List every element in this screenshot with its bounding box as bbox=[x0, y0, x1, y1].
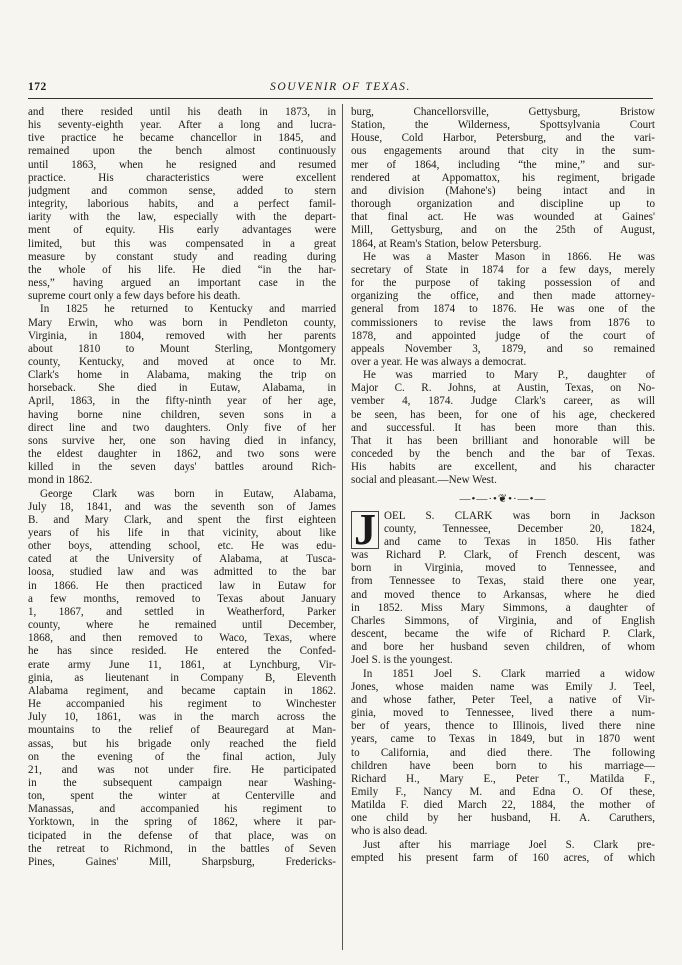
text-line: county, Kentucky, and moved at once to Mr. bbox=[28, 355, 336, 368]
text-line: and whose father, Peter Teel, a native of Vir- bbox=[351, 693, 655, 706]
text-line: descent, became the wife of Richard P. Clark, bbox=[351, 628, 655, 641]
text-line: Major C. R. Johns, at Austin, Texas, on No- bbox=[351, 382, 655, 395]
text-line: in 1852. Miss Mary Simmons, a daughter of bbox=[351, 601, 655, 614]
text-line: social and pleasant.—New West. bbox=[351, 474, 497, 487]
text-line: born in Virginia, moved to Tennessee, and bbox=[351, 562, 655, 575]
text-line: April, 1863, in the fifty-ninth year of her age, bbox=[28, 395, 336, 408]
text-line: 1, 1867, and settled in Weatherford, Parker bbox=[28, 605, 336, 618]
text-line: assas, but his brigade only reached the field bbox=[28, 737, 336, 750]
text-line: Virginia, in 1804, removed with her parents bbox=[28, 329, 336, 342]
text-line: over a year. He was always a democrat. bbox=[351, 355, 527, 368]
header-rule bbox=[28, 98, 653, 99]
text-line: loosa, studied law and was admitted to the bar bbox=[28, 566, 336, 579]
right-column bbox=[351, 106, 655, 865]
text-line: and came to Texas in 1850. His father bbox=[384, 536, 655, 548]
text-line: Clark's home in Alabama, making the trip on bbox=[28, 369, 336, 382]
text-line: thorough organization and discipline up to bbox=[351, 198, 655, 211]
page-number: 172 bbox=[28, 81, 47, 93]
text-line: the retreat to Richmond, in the battles of Seven bbox=[28, 842, 336, 855]
text-line: His habits are excellent, and his character bbox=[351, 461, 655, 474]
text-line: In 1851 Joel S. Clark married a widow bbox=[363, 667, 655, 680]
text-line: empted his present farm of 160 acres, of which bbox=[351, 851, 655, 864]
text-line: 21, and was not under fire. He participated bbox=[28, 763, 336, 776]
text-line: Richard H., Mary E., Peter T., Matilda F., bbox=[351, 772, 655, 785]
text-line: B. and Mary Clark, and spent the first eighteen bbox=[28, 513, 336, 526]
text-line: was Richard P. Clark, of French descent, was bbox=[351, 549, 655, 562]
text-line: practice. His characteristics were excellent bbox=[28, 171, 336, 184]
text-line: Manassas, and accompanied his regiment to bbox=[28, 803, 336, 816]
text-line: until 1863, when he resigned and resumed bbox=[28, 158, 336, 171]
column-divider bbox=[342, 104, 343, 950]
text-line: and moved thence to Arkansas, where he died bbox=[351, 588, 655, 601]
text-line: for the purpose of taking possession of and bbox=[351, 277, 655, 290]
text-line: that final act. He was wounded at Gaines' bbox=[351, 211, 655, 224]
text-line: mountains to the relief of Beauregard at Man- bbox=[28, 724, 336, 737]
text-line: county, where he remained until December, bbox=[28, 619, 336, 632]
text-line: Just after his marriage Joel S. Clark pre- bbox=[363, 838, 655, 851]
text-line: He accompanied his regiment to Winchester bbox=[28, 698, 336, 711]
text-line: Yorktown, in the spring of 1862, where it par- bbox=[28, 816, 336, 829]
text-line: OEL S. CLARK was born in Jackson bbox=[384, 509, 655, 522]
text-line: commissioners to revise the laws from 1876 to bbox=[351, 316, 655, 329]
text-line: 1864, at Ream's Station, below Petersburg. bbox=[351, 237, 542, 250]
text-line: That it has been brilliant and honorable will be bbox=[351, 434, 655, 447]
text-line: Mill, Gettysburg, and on the 25th of August, bbox=[351, 224, 655, 237]
text-line: mer of 1864, including “the mine,” and sur- bbox=[351, 158, 655, 171]
text-line: Matilda F. died March 22, 1884, the mother of bbox=[351, 799, 655, 812]
text-line: the eldest daughter in 1862, and two sons were bbox=[28, 448, 336, 461]
text-line: ginia, as lieutenant in Company B, Eleventh bbox=[28, 671, 336, 684]
text-line: He was married to Mary P., daughter of bbox=[363, 369, 655, 382]
text-line: ginia, moved to Tennessee, lived there a num- bbox=[351, 707, 655, 720]
text-line: horseback. She died in Eutaw, Alabama, in bbox=[28, 382, 336, 395]
text-line: and bore her husband seven children, of whom bbox=[351, 641, 655, 654]
text-line: conceded by the bench and the bar of Texas. bbox=[351, 448, 655, 461]
text-line: ment of equity. His early advantages were bbox=[28, 224, 336, 237]
text-line: ber of years, thence to Illinois, lived there nine bbox=[351, 720, 655, 733]
text-line: and successful. It has been more than this. bbox=[351, 421, 655, 434]
text-line: ness,” having argued an important case in the bbox=[28, 277, 336, 290]
text-line: George Clark was born in Eutaw, Alabama, bbox=[40, 487, 336, 500]
text-line: limited, but this was compensated in a great bbox=[28, 237, 336, 250]
text-line: who is also dead. bbox=[351, 825, 428, 838]
text-line: vember 4, 1874. Judge Clark's career, as will bbox=[351, 395, 655, 408]
text-line: killed in the seven days' battles around Rich- bbox=[28, 461, 336, 474]
text-line: to California, and died there. The following bbox=[351, 746, 655, 759]
text-line: about 1810 to Mount Sterling, Montgomery bbox=[28, 342, 336, 355]
text-line: on the evening of the final action, July bbox=[28, 750, 336, 763]
text-line: House, Cold Harbor, Petersburg, and the vari- bbox=[351, 132, 655, 145]
text-line: Joel S. is the youngest. bbox=[351, 654, 453, 667]
text-line: mond in 1862. bbox=[28, 474, 93, 487]
text-line: and division (Mahone's) being intact and in bbox=[351, 184, 655, 197]
text-line: burg, Chancellorsville, Gettysburg, Bristow bbox=[351, 106, 655, 118]
text-line: other boys, attending school, etc. He was edu- bbox=[28, 540, 336, 553]
text-line: a few months, removed to Texas about January bbox=[28, 592, 336, 605]
text-line: erate army June 11, 1861, at Lynchburg, Vir- bbox=[28, 658, 336, 671]
text-line: be seen, has been, for one of his age, checkered bbox=[351, 408, 655, 421]
text-line: Alabama regiment, and became captain in 1862. bbox=[28, 684, 336, 697]
text-line: years of his life in that vicinity, about like bbox=[28, 527, 336, 539]
text-line: general from 1874 to 1876. He was one of the bbox=[351, 303, 655, 316]
drop-cap: J bbox=[351, 511, 379, 549]
running-head: SOUVENIR OF TEXAS. bbox=[270, 81, 411, 93]
text-line: ticipated in the defense of that place, was on bbox=[28, 829, 336, 842]
text-line: organizing the office, and then made attorney- bbox=[351, 290, 655, 303]
page-header bbox=[28, 81, 653, 97]
text-line: ous engagements around that city in the sum- bbox=[351, 145, 655, 158]
text-line: judgment and common sense, added to stern bbox=[28, 184, 336, 197]
text-line: having borne nine children, seven sons in a bbox=[28, 408, 336, 421]
text-line: years, came to Texas in 1849, but in 1870 went bbox=[351, 733, 655, 746]
text-line: children have been born to his marriage— bbox=[351, 759, 655, 772]
text-line: from Tennessee to Texas, staid there one year, bbox=[351, 575, 655, 588]
text-line: tive practice he became chancellor in 1845, and bbox=[28, 132, 336, 145]
text-line: integrity, laborious habits, and a perfect famil- bbox=[28, 198, 336, 211]
text-line: He was a Master Mason in 1866. He was bbox=[363, 250, 655, 263]
text-line: rendered at Appomattox, his regiment, brigade bbox=[351, 171, 655, 184]
biography-joel-clark bbox=[351, 504, 655, 865]
text-line: Jones, whose maiden name was Emily J. Teel, bbox=[351, 680, 655, 693]
text-line: in 1866. He then practiced law in Eutaw for bbox=[28, 579, 336, 592]
text-line: remained upon the bench almost continuously bbox=[28, 145, 336, 158]
text-line: supreme court only a few days before his death. bbox=[28, 290, 241, 303]
text-line: and there resided until his death in 1873, in bbox=[28, 106, 336, 118]
text-line: cated at the University of Alabama, at Tusca- bbox=[28, 553, 336, 566]
text-line: appeals November 3, 1879, and so remained bbox=[351, 342, 655, 355]
text-line: secretary of State in 1874 for a few days, merely bbox=[351, 263, 655, 276]
text-line: Pines, Gaines' Mill, Sharpsburg, Fredericks- bbox=[28, 855, 336, 868]
text-line: Station, the Wilderness, Spottsylvania Court bbox=[351, 119, 655, 132]
text-line: the whole of his life. He died “in the har- bbox=[28, 263, 336, 276]
text-line: Charles Simmons, of Virginia, and of English bbox=[351, 614, 655, 627]
text-line: direct line and two daughters. Only five of her bbox=[28, 421, 336, 434]
text-line: July 18, 1841, and was the seventh son of James bbox=[28, 500, 336, 513]
text-line: county, Tennessee, December 20, 1824, bbox=[384, 522, 655, 535]
text-line: ton, spent the winter at Centerville and bbox=[28, 790, 336, 803]
text-line: sons survive her, one son having died in infancy, bbox=[28, 434, 336, 447]
text-line: one child by her husband, H. A. Caruthers, bbox=[351, 812, 655, 825]
text-line: iarity with the law, especially with the depart- bbox=[28, 211, 336, 224]
text-line: 1868, and then removed to Waco, Texas, where bbox=[28, 632, 336, 645]
text-line: his seventy-eighth year. After a long and lucra- bbox=[28, 119, 336, 132]
text-line: Mary Erwin, who was born in Pendleton county, bbox=[28, 316, 336, 329]
text-line: Emily F., Nancy M. and Edna O. Of these, bbox=[351, 785, 655, 798]
biography-george-clark-continued bbox=[351, 106, 655, 488]
left-column bbox=[28, 106, 336, 869]
text-line: he has since resided. He entered the Confed- bbox=[28, 645, 336, 658]
text-line: measure by constant study and reading during bbox=[28, 250, 336, 263]
section-ornament: —•—·•❦•·—•— bbox=[459, 492, 547, 505]
text-line: July 10, 1861, was in the march across the bbox=[28, 711, 336, 724]
text-line: in the subsequent campaign near Washing- bbox=[28, 776, 336, 789]
text-line: 1878, and appointed judge of the court of bbox=[351, 329, 655, 342]
text-line: In 1825 he returned to Kentucky and married bbox=[40, 303, 336, 316]
